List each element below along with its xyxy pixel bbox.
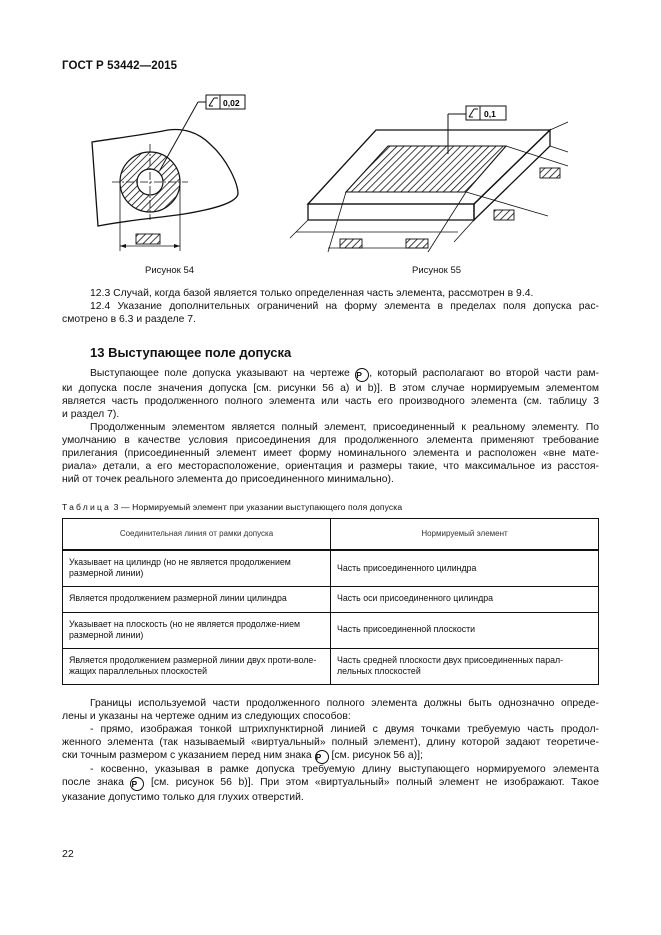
document-header: ГОСТ Р 53442—2015 xyxy=(62,60,178,72)
s13-p1-line-1 xyxy=(62,367,599,382)
table-header-row xyxy=(63,519,599,551)
bottom-p3-line-3: указание допустимо только для глухих отверстий. xyxy=(62,792,304,803)
s13-p1-line-1b: , который располагают во второй части рам- xyxy=(369,368,600,379)
table-header-cell: Соединительная линия от рамки допуска xyxy=(63,519,331,551)
bottom-p3-line-2b: [см. рисунок 56 b)]. При этом «виртуальный» полный элемент не изображают. Такое xyxy=(144,777,599,788)
bottom-paragraph-2 xyxy=(62,723,599,764)
table-cell: Часть средней плоскости двух присоединенных парал-лельных плоскостей xyxy=(331,648,599,684)
projected-tolerance-symbol-icon: P xyxy=(130,777,144,791)
bottom-paragraph-1 xyxy=(62,697,599,723)
figure-54-caption: Рисунок 54 xyxy=(145,265,195,276)
bottom-p2-line-3 xyxy=(62,749,599,764)
figure-55-caption: Рисунок 55 xyxy=(412,265,462,276)
s13-p1-line-4: и раздел 7). xyxy=(62,409,120,420)
section-title: 13 Выступающее поле допуска xyxy=(90,345,292,360)
paragraph-12-4-line-2: смотрено в 6.3 и разделе 7. xyxy=(62,314,196,325)
bottom-p3-line-2a: после знака xyxy=(62,777,124,788)
s13-p2-line-1: Продолженным элементом является полный элемент, присоединенный к реальному элементу. По xyxy=(90,422,599,433)
table-cell: Указывает на цилиндр (но не является продолжением размерной линии) xyxy=(63,550,331,586)
section-13-paragraph-1 xyxy=(62,367,599,421)
bottom-p2-line-1: - прямо, изображая тонкой штрихпунктирной линией с двумя точками требуемую часть продол- xyxy=(90,724,599,735)
projected-tolerance-symbol-icon: P xyxy=(355,368,369,382)
bottom-p2-line-3b: [см. рисунок 56 а)]; xyxy=(328,750,423,761)
bottom-p3-line-2 xyxy=(62,776,599,791)
section-13-paragraph-2 xyxy=(62,421,599,486)
s13-p2-line-3: прилегания (присоединенный элемент имеет форму номинального элемента и расположен «вне мате- xyxy=(62,448,599,459)
table-caption-prefix: Таблица xyxy=(62,502,112,512)
bottom-paragraph-3 xyxy=(62,763,599,804)
table-cell: Часть присоединенной плоскости xyxy=(331,612,599,648)
figure-55-tolerance-value: 0,1 xyxy=(484,109,496,119)
page-number: 22 xyxy=(62,848,74,860)
s13-p1-line-1a: Выступающее поле допуска указывают на чертеже xyxy=(90,368,350,379)
s13-p2-line-5: ний от точек реального элемента до присоединенного минимально). xyxy=(62,474,394,485)
table-cell: Часть оси присоединенного цилиндра xyxy=(331,586,599,612)
s13-p1-line-3: является часть продолженного полного элемента или часть его производного элемента (см. таблицу 3 xyxy=(62,396,599,407)
bottom-p1-line-1: Границы используемой части продолженного полного элемента должны быть однозначно опреде- xyxy=(90,698,599,709)
paragraph-12-3-line: 12.3 Случай, когда базой является только определенная часть элемента, рассмотрен в 9.4. xyxy=(90,288,534,299)
table-row xyxy=(63,586,599,612)
bottom-p1-line-2: лены и указаны на чертеже одним из следующих способов: xyxy=(62,711,351,722)
paragraph-12-3 xyxy=(62,287,599,300)
bottom-p2-line-3a: ски точным размером с указанием перед ним знака xyxy=(62,750,312,761)
figure-55-drawing xyxy=(288,92,578,262)
s13-p2-line-4: риала» детали, а его месторасположение, ориентация и размеры такие, что максимальное из расстоя- xyxy=(62,461,599,472)
table-row xyxy=(63,648,599,684)
projected-tolerance-symbol-icon: P xyxy=(315,750,329,764)
s13-p1-line-2: ки допуска после значения допуска [см. рисунки 56 а) и b)]. В этом случае нормируемым элементом xyxy=(62,383,599,394)
table-caption xyxy=(62,502,402,512)
table-cell: Указывает на плоскость (но не является продолже-нием размерной линии) xyxy=(63,612,331,648)
table-row xyxy=(63,612,599,648)
bottom-p3-line-1: - косвенно, указывая в рамке допуска требуемую длину выступающего нормируемого элемента xyxy=(90,764,599,775)
figure-54-tolerance-value: 0,02 xyxy=(223,98,240,108)
tolerance-table xyxy=(62,518,599,685)
figure-54-drawing xyxy=(88,86,258,266)
table-cell: Является продолжением размерной линии цилиндра xyxy=(63,586,331,612)
table-cell: Является продолжением размерной линии двух проти-волежащих параллельных плоскостей xyxy=(63,648,331,684)
paragraph-12-4 xyxy=(62,300,599,326)
table-cell: Часть присоединенного цилиндра xyxy=(331,550,599,586)
s13-p2-line-2: умолчанию в качестве условия присоединения для продолженного элемента применяют требование xyxy=(62,435,599,446)
table-row xyxy=(63,550,599,586)
table-caption-text: 3 — Нормируемый элемент при указании выступающего поля допуска xyxy=(113,502,403,512)
paragraph-12-4-line-1: 12.4 Указание дополнительных ограничений на форму элемента в пределах поля допуска рас- xyxy=(90,301,599,312)
bottom-p2-line-2: женного элемента (так называемый «виртуальный» полный элемент), длину которой задают теоретиче- xyxy=(62,737,599,748)
table-header-cell: Нормируемый элемент xyxy=(331,519,599,551)
